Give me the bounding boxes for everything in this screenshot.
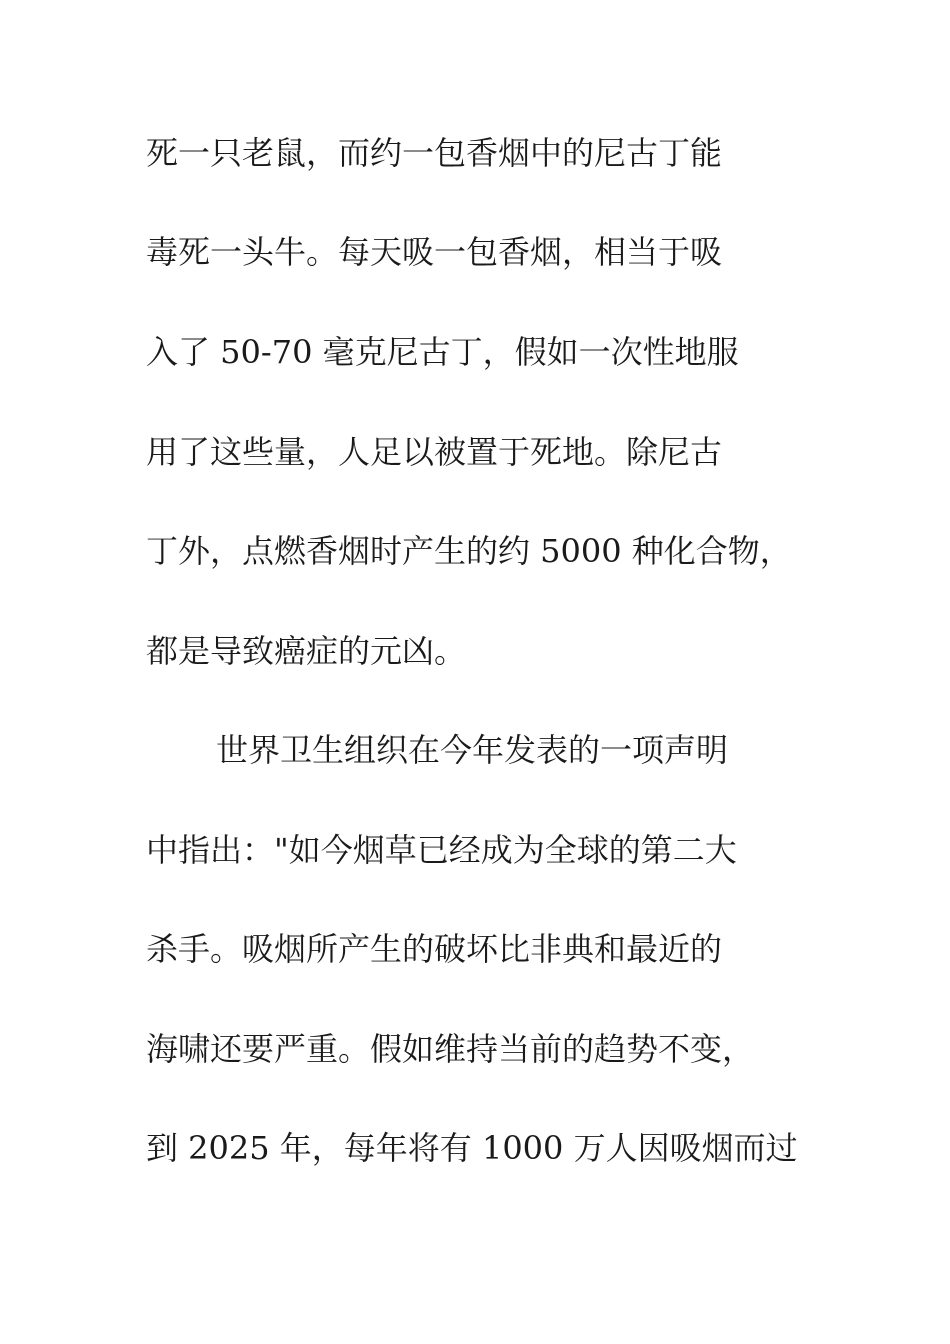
text-line: 中指出："如今烟草已经成为全球的第二大 <box>146 831 737 869</box>
text-line: 到 2025 年，每年将有 1000 万人因吸烟而过 <box>146 1129 798 1167</box>
text-line: 杀手。吸烟所产生的破坏比非典和最近的 <box>146 930 723 968</box>
text-line: 都是导致癌症的元凶。 <box>146 632 467 670</box>
text-line: 入了 50-70 毫克尼古丁，假如一次性地服 <box>146 333 739 371</box>
text-line: 丁外，点燃香烟时产生的约 5000 种化合物， <box>146 532 792 570</box>
text-line: 毒死一头牛。每天吸一包香烟，相当于吸 <box>146 233 723 271</box>
text-line: 死一只老鼠，而约一包香烟中的尼古丁能 <box>146 134 723 172</box>
text-line: 海啸还要严重。假如维持当前的趋势不变， <box>146 1030 755 1068</box>
paragraph-start-line: 世界卫生组织在今年发表的一项声明 <box>216 731 729 769</box>
text-line: 用了这些量，人足以被置于死地。除尼古 <box>146 433 723 471</box>
